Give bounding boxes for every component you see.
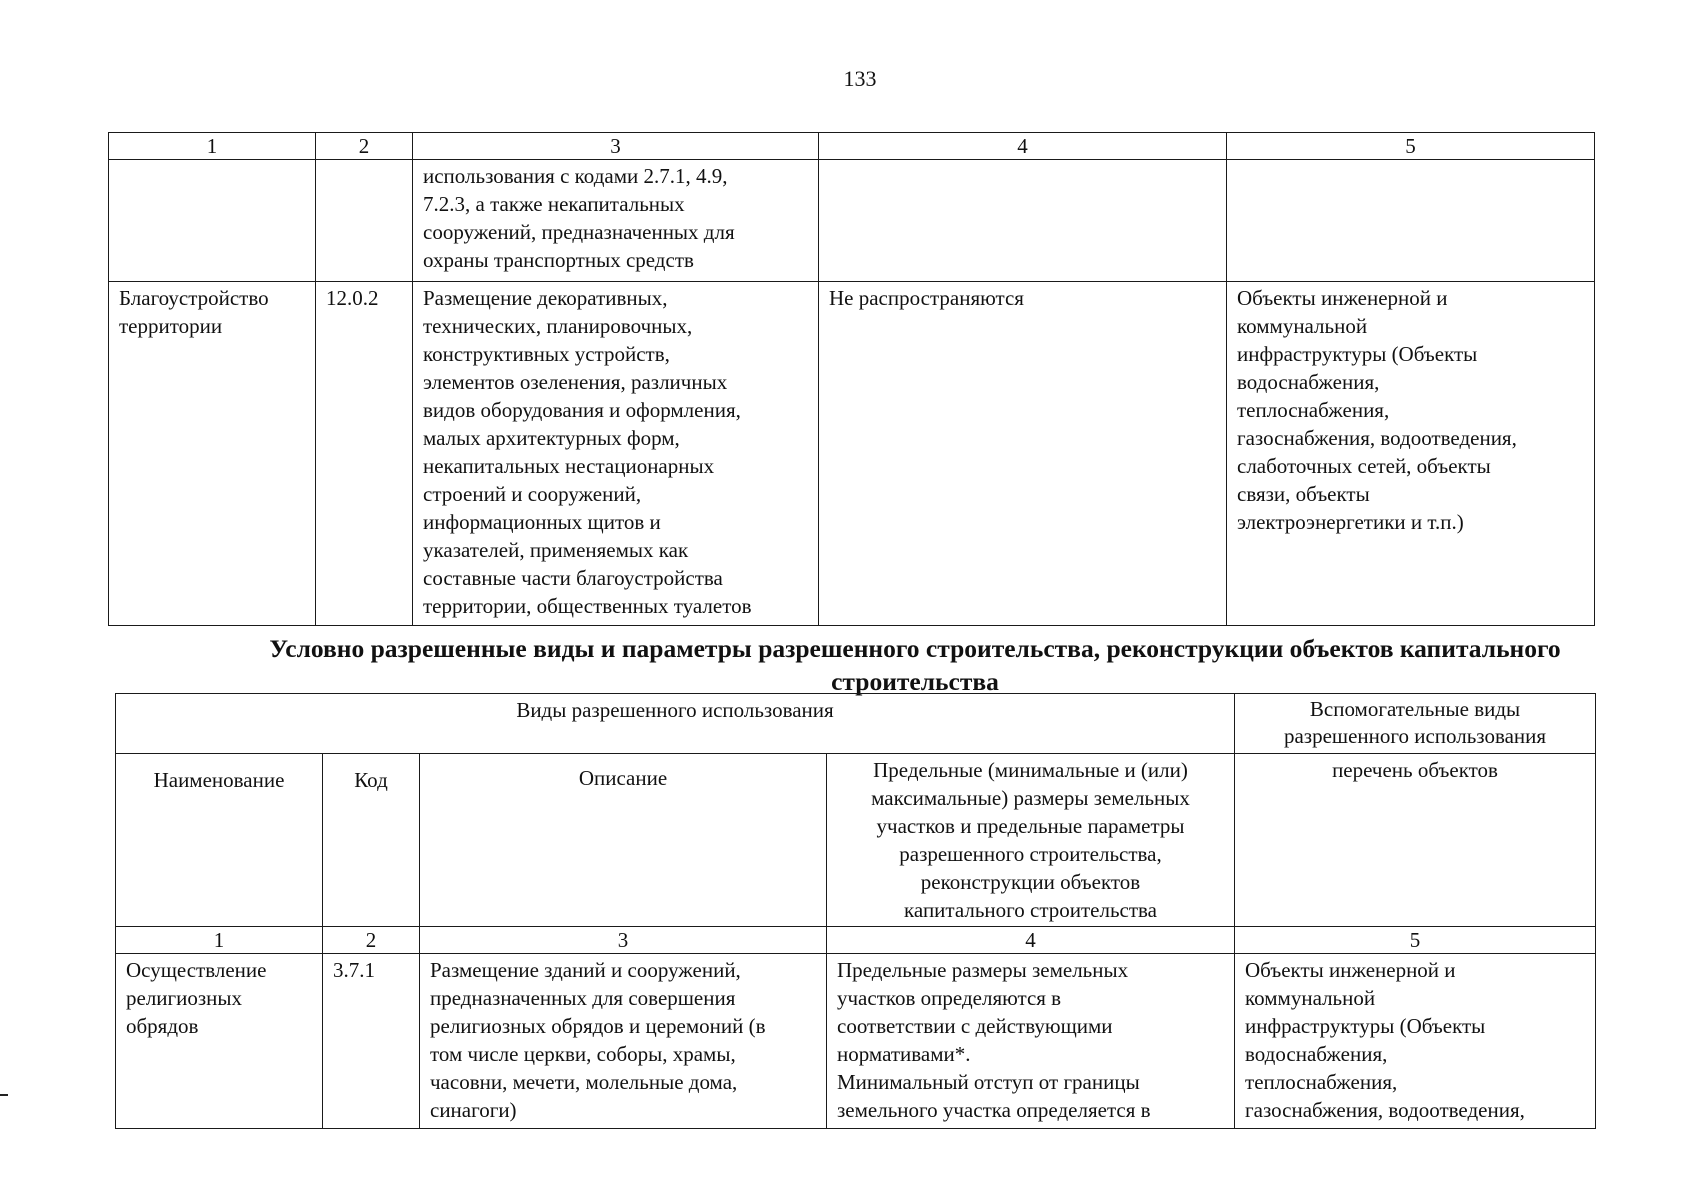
- column-number-row: [116, 927, 1596, 954]
- column-number-3: 3: [420, 927, 827, 954]
- cell-name: Благоустройство территории: [109, 282, 316, 626]
- header-code: Код: [323, 754, 420, 927]
- column-number-4: 4: [827, 927, 1235, 954]
- group-header-auxiliary-uses: Вспомогательные виды разрешенного использования: [1235, 694, 1596, 754]
- page-number: 133: [843, 66, 877, 91]
- header-parameters: Предельные (минимальные и (или) максимальные) размеры земельных участков и предельные параметры разрешенного строительства, реконструкции объектов капитального строительства: [827, 754, 1235, 927]
- header-name: Наименование: [116, 754, 323, 927]
- column-number-1: 1: [116, 927, 323, 954]
- cell-code: 12.0.2: [316, 282, 413, 626]
- column-number-3: 3: [413, 133, 819, 160]
- column-header-row: [116, 754, 1596, 927]
- permitted-use-table-continuation: [108, 132, 1595, 626]
- table-row: [109, 160, 1595, 282]
- cell-description: Размещение зданий и сооружений, предназначенных для совершения религиозных обрядов и церемоний (в том числе церкви, соборы, храмы, часовни, мечети, молельные дома, синагоги): [420, 954, 827, 1129]
- cell-auxiliary: Объекты инженерной и коммунальной инфраструктуры (Объекты водоснабжения, теплоснабжения, газоснабжения, водоотведения, слаботочных сетей, объекты связи, объекты электроэнергетики и т.п.): [1227, 282, 1595, 626]
- column-number-2: 2: [323, 927, 420, 954]
- column-number-row: [109, 133, 1595, 160]
- column-number-5: 5: [1235, 927, 1596, 954]
- column-number-5: 5: [1227, 133, 1595, 160]
- column-number-2: 2: [316, 133, 413, 160]
- cell-parameters: Предельные размеры земельных участков определяются в соответствии с действующими нормативами*. Минимальный отступ от границы земельного участка определяется в: [827, 954, 1235, 1129]
- conditionally-permitted-use-table: [115, 693, 1596, 1129]
- table-row: [116, 954, 1596, 1129]
- column-number-1: 1: [109, 133, 316, 160]
- cell-parameters: [819, 160, 1227, 282]
- header-auxiliary: перечень объектов: [1235, 754, 1596, 927]
- margin-mark: [0, 1094, 8, 1096]
- cell-code: [316, 160, 413, 282]
- cell-auxiliary: Объекты инженерной и коммунальной инфраструктуры (Объекты водоснабжения, теплоснабжения, газоснабжения, водоотведения,: [1235, 954, 1596, 1129]
- cell-name: [109, 160, 316, 282]
- cell-auxiliary: [1227, 160, 1595, 282]
- header-description: Описание: [420, 754, 827, 927]
- cell-name: Осуществление религиозных обрядов: [116, 954, 323, 1129]
- cell-parameters: Не распространяются: [819, 282, 1227, 626]
- group-header-row: [116, 694, 1596, 754]
- cell-description: использования с кодами 2.7.1, 4.9, 7.2.3, а также некапитальных сооружений, предназначенных для охраны транспортных средств: [413, 160, 819, 282]
- cell-code: 3.7.1: [323, 954, 420, 1129]
- group-header-permitted-uses: Виды разрешенного использования: [116, 694, 1235, 754]
- table-row: [109, 282, 1595, 626]
- column-number-4: 4: [819, 133, 1227, 160]
- section-heading: Условно разрешенные виды и параметры разрешенного строительства, реконструкции объектов капитального строительства: [269, 634, 1561, 696]
- cell-description: Размещение декоративных, технических, планировочных, конструктивных устройств, элементов озеленения, различных видов оборудования и оформления, малых архитектурных форм, некапитальных нестационарных строений и сооружений, информационных щитов и указателей, применяемых как составные части благоустройства территории, общественных туалетов: [413, 282, 819, 626]
